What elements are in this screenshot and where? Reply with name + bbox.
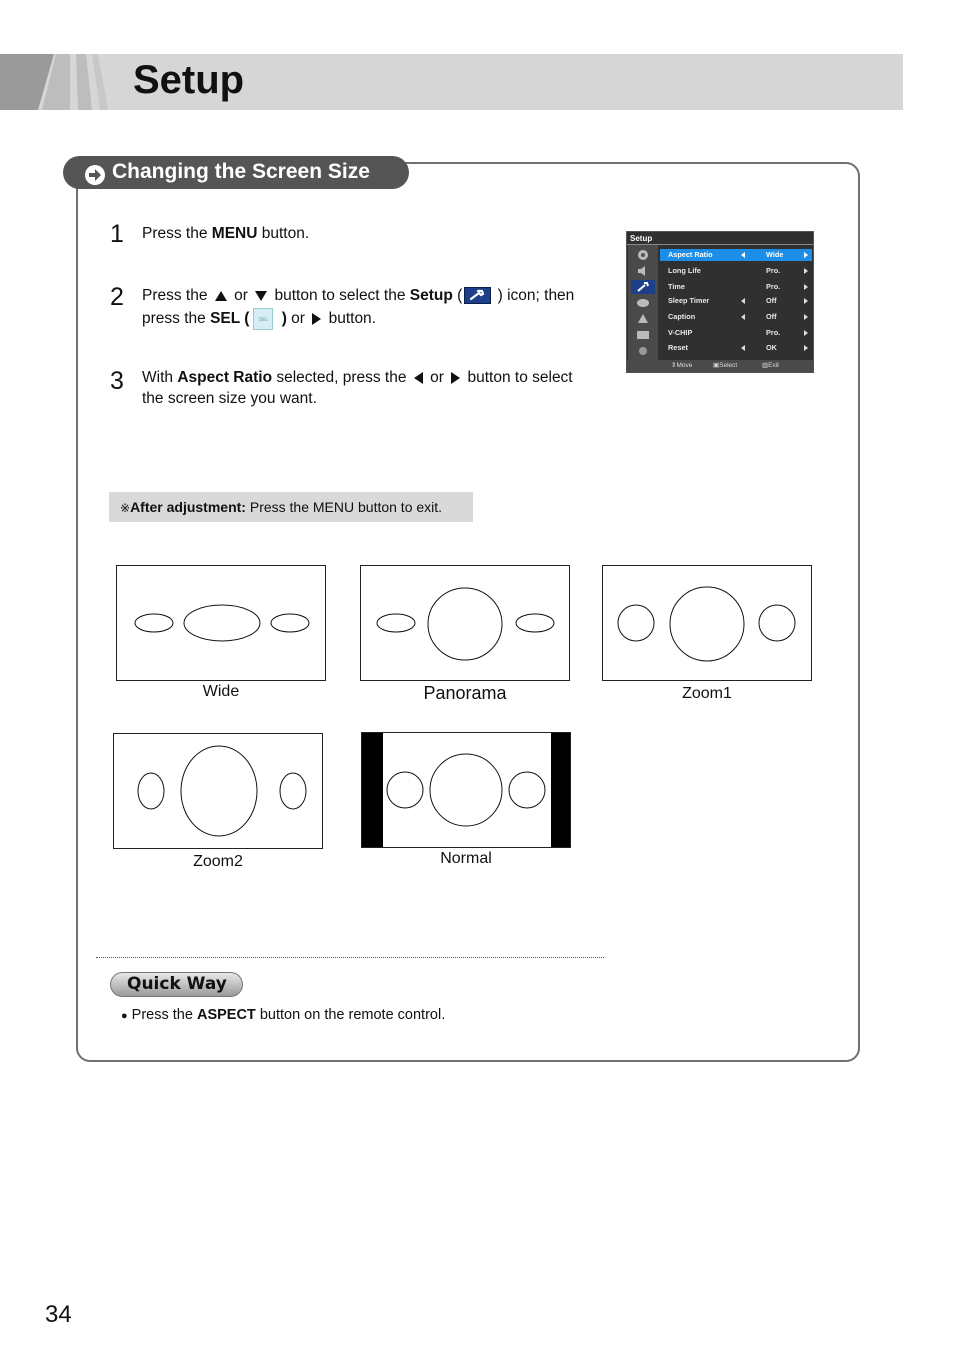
header-stripes-decoration	[0, 54, 110, 110]
function-icon	[631, 312, 655, 326]
osd-exit-hint: ▥Exit	[762, 362, 779, 369]
note-text: ※After adjustment: Press the MENU button to exit.	[120, 499, 443, 515]
left-arrow-icon	[414, 372, 423, 384]
up-arrow-icon	[215, 291, 227, 301]
zoom1-caption: Zoom1	[682, 685, 732, 702]
step-3-text: With Aspect Ratio selected, press the or button to select the screen size you want.	[142, 369, 573, 407]
section-title: Changing the Screen Size	[112, 160, 370, 183]
normal-caption: Normal	[440, 850, 492, 867]
step-2-text: Press the or button to select the Setup ( ) icon; then press the SEL ( SEL ) or button.	[142, 285, 612, 330]
channel-icon	[631, 328, 655, 342]
osd-row-aspect-ratio[interactable]: Aspect Ratio Wide	[660, 249, 812, 261]
step-1-number: 1	[110, 220, 124, 248]
zoom2-diagram	[113, 733, 323, 849]
arrow-circle-icon	[84, 164, 106, 186]
step-2-number: 2	[110, 283, 124, 311]
zoom1-diagram	[602, 565, 812, 681]
osd-setup-menu	[626, 231, 814, 373]
osd-row-long-life[interactable]: Long Life Pro.	[660, 265, 812, 277]
osd-select-hint: ▣Select	[713, 362, 738, 369]
setup-wrench-icon	[464, 287, 491, 304]
sound-icon	[631, 264, 655, 278]
osd-move-hint: ⇕Move	[671, 362, 693, 369]
normal-diagram	[361, 732, 571, 848]
osd-row-caption[interactable]: Caption Off	[660, 311, 812, 323]
input-icon	[631, 296, 655, 310]
down-arrow-icon	[255, 291, 267, 301]
osd-title: Setup	[630, 234, 653, 243]
osd-row-v-chip[interactable]: V-CHIP Pro.	[660, 327, 812, 339]
quick-way-text: ● Press the ASPECT button on the remote control.	[121, 1007, 446, 1023]
osd-row-time[interactable]: Time Pro.	[660, 281, 812, 293]
picture-icon	[631, 248, 655, 262]
quick-way-label: Quick Way	[127, 974, 227, 994]
osd-row-reset[interactable]: Reset OK	[660, 342, 812, 354]
osd-footer	[627, 360, 813, 372]
page-number: 34	[45, 1301, 72, 1328]
wide-diagram	[116, 565, 326, 681]
step-1-text: Press the MENU button.	[142, 225, 310, 242]
osd-icon-column	[628, 245, 658, 360]
panorama-caption: Panorama	[423, 683, 507, 703]
sel-button-icon: SEL	[253, 308, 273, 330]
osd-row-sleep-timer[interactable]: Sleep Timer Off	[660, 295, 812, 307]
misc-icon	[631, 344, 655, 358]
wide-caption: Wide	[202, 683, 240, 700]
right-arrow-icon	[451, 372, 460, 384]
step-3-number: 3	[110, 367, 124, 395]
right-arrow-icon	[312, 313, 321, 325]
page-title: Setup	[133, 58, 245, 102]
setup-icon	[631, 280, 655, 294]
panorama-diagram	[360, 565, 570, 681]
zoom2-caption: Zoom2	[193, 853, 243, 870]
dotted-divider	[96, 957, 604, 958]
